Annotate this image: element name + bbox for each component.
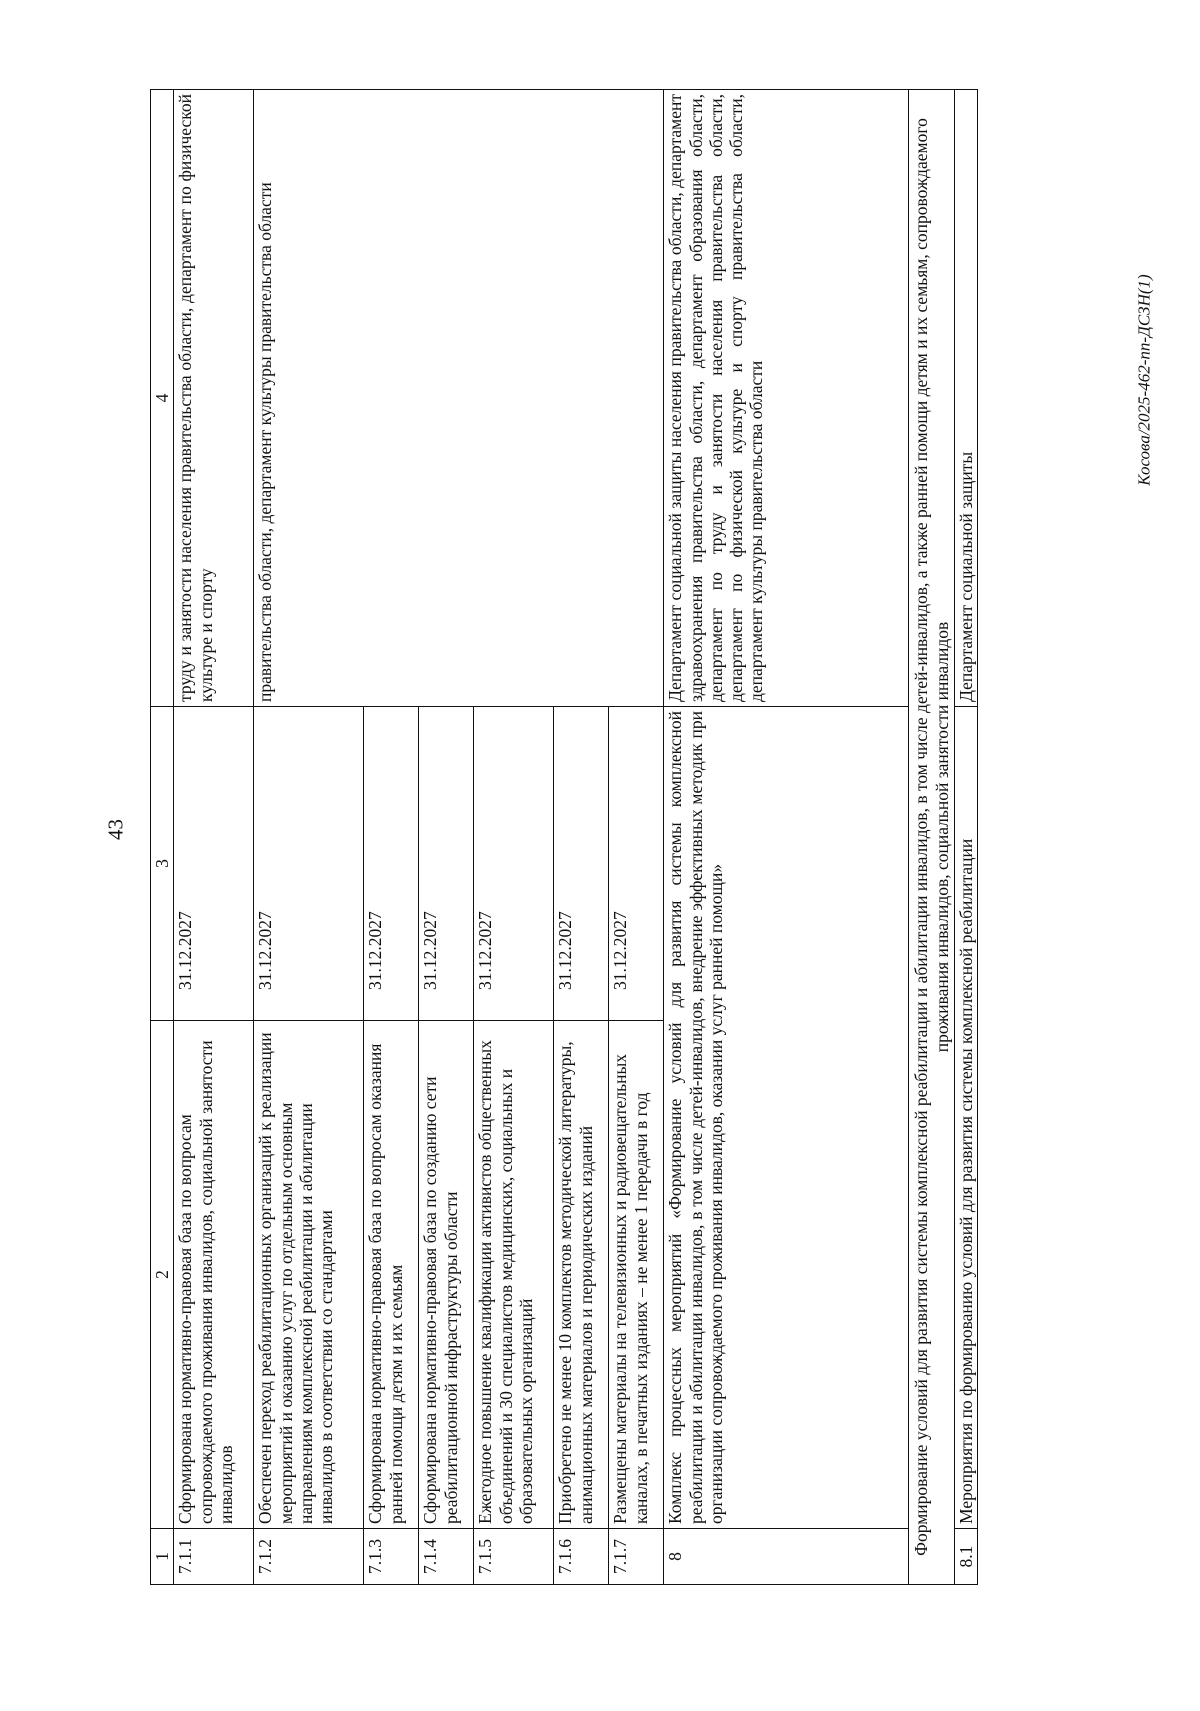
row-responsible: труду и занятости населения правительства области, департамент по физической культуре и спорту (174, 90, 254, 707)
row-number: 7.1.3 (364, 1529, 419, 1585)
page-number: 43 (103, 819, 128, 840)
table-row (254, 90, 364, 1585)
table-row (174, 90, 254, 1585)
table-row (664, 90, 909, 1585)
rotated-table-container (150, 90, 1075, 1585)
row-result: Сформирована нормативно-правовая база по вопросам сопровождаемого проживания инвалидов, социальной занятости инвалидов (174, 1021, 254, 1529)
row-responsible: правительства области, департамент культуры правительства области (254, 90, 664, 707)
row-result: Сформирована нормативно-правовая база по вопросам оказания ранней помощи детям и их семьям (364, 1021, 419, 1529)
row-number: 7.1.6 (554, 1529, 609, 1585)
footer-code-wrap (1130, 0, 1160, 760)
row-result: Приобретено не менее 10 комплектов методической литературы, анимационных материалов и периодических изданий (554, 1021, 609, 1529)
row-number: 7.1.1 (174, 1529, 254, 1585)
row-number: 7.1.2 (254, 1529, 364, 1585)
row-result: Сформирована нормативно-правовая база по созданию сети реабилитационной инфраструктуры области (419, 1021, 474, 1529)
table-row (954, 90, 977, 1585)
document-code: Косова/2025-462-пп-ДСЗН(1) (1135, 274, 1154, 486)
row-number: 8 (664, 1529, 909, 1585)
section-heading-row (909, 90, 955, 1585)
row-responsible: Департамент социальной защиты населения правительства области, департамент здравоохранения правительства области, департамент образования области, департамент по труду и занятости населения правительства области, департамент по физической культуре и спорту правительства области, департамент культуры правительства области (664, 90, 909, 707)
row-date: 31.12.2027 (254, 707, 364, 1021)
row-result: Ежегодное повышение квалификации активистов общественных объединений и 30 специалистов медицинских, социальных и образовательных организаций (474, 1021, 554, 1529)
row-result: Мероприятия по формированию условий для развития системы комплексной реабилитации (954, 707, 977, 1529)
table-header-row (151, 90, 174, 1585)
row-date: 31.12.2027 (364, 707, 419, 1021)
header-col-2: 2 (151, 1021, 174, 1529)
row-responsible: Департамент социальной защиты (954, 90, 977, 707)
row-date: 31.12.2027 (419, 707, 474, 1021)
row-number: 8.1 (954, 1529, 977, 1585)
row-date: 31.12.2027 (554, 707, 609, 1021)
section-heading: Формирование условий для развития системы комплексной реабилитации и абилитации инвалидов, в том числе детей-инвалидов, а также ранней помощи детям и их семьям, сопровождаемого проживания инвалидов, социальной занятости инвалидов (909, 90, 955, 1585)
row-result: Размещены материалы на телевизионных и радиовещательных каналах, в печатных изданиях – не менее 1 передачи в год (609, 1021, 664, 1529)
plan-table (150, 89, 978, 1585)
row-number: 7.1.7 (609, 1529, 664, 1585)
row-result: Обеспечен переход реабилитационных организаций к реализации мероприятий и оказанию услуг по отдельным основным направлениям комплексной реабилитации и абилитации инвалидов в соответствии со стандартами (254, 1021, 364, 1529)
header-col-1: 1 (151, 1529, 174, 1585)
row-result: Комплекс процессных мероприятий «Формирование условий для развития системы комплексной реабилитации и абилитации инвалидов, в том числе детей-инвалидов, внедрение эффективных методик при организации сопровождаемого проживания инвалидов, оказании услуг ранней помощи» (664, 707, 909, 1529)
row-number: 7.1.5 (474, 1529, 554, 1585)
row-number: 7.1.4 (419, 1529, 474, 1585)
header-col-4: 4 (151, 90, 174, 707)
header-col-3: 3 (151, 707, 174, 1021)
row-date: 31.12.2027 (174, 707, 254, 1021)
row-date: 31.12.2027 (609, 707, 664, 1021)
row-date: 31.12.2027 (474, 707, 554, 1021)
